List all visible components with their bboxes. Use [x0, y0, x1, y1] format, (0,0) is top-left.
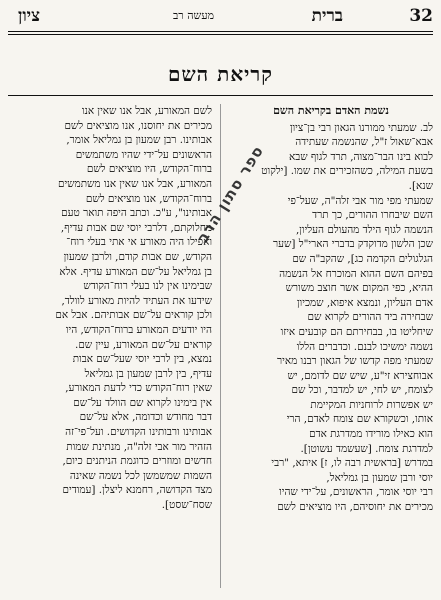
text-line: לשם המאורע, אבל אנו שאין אנו [81, 105, 212, 117]
text-line: לב. שמעתי ממורנו הגאון רבי בן־ציון [289, 121, 433, 134]
text-line: אבותינו. רבן שמעון בן גמליאל אומר, [66, 134, 212, 147]
text-line: אין בימינו לקרוא שם הוולד על־שם [73, 396, 212, 409]
header-word: ציון [18, 6, 41, 26]
text-line: הזהיר מור אבי זלה"ה, מנתינת שמות [66, 440, 212, 453]
text-line: קוראים על־שם המאורע, עיין שם. [75, 338, 212, 351]
text-line: מכירים את יחוסנו, אנו מוציאים לשם [64, 119, 212, 132]
text-line: לצומח, יש לחי, יש למדבר, וכל שם [291, 384, 433, 397]
text-line: ההיא, כפי המקום אשר חוצב משורש [285, 282, 433, 295]
text-line: במדרש [בראשית רבה לו, ז] איתא, "רבי [271, 457, 433, 470]
text-line: ברוח־הקודש, היו מוציאים לשם [86, 163, 212, 176]
text-line: נשמה ימשיכו לבנם. וכדברים הללו [296, 340, 433, 353]
text-line: ואפילו היה מאורע אי אתי בעלי רוח־ [66, 236, 212, 249]
text-line: ולכן קוראים על־שם אבותיהם. אבל אם [55, 309, 212, 322]
text-line: הגלגולים הקדמה כג], שהקב"ה שם [292, 252, 433, 265]
chapter-title: קריאת השם [168, 62, 273, 86]
text-line: שמעתי מפי מור אבי זלה"ה, שעל־פי [287, 194, 433, 207]
text-line: בפיהם השם ההוא המוכרח אל הנשמה [279, 267, 433, 280]
text-line: מכירים את יחוסיהם, היו מוציאים לשם [277, 501, 433, 514]
section-name: ברית [311, 6, 343, 26]
text-line: עדיף, בין לרבן שמעון בן גמליאל [84, 367, 212, 380]
text-line: השם שיבחרו ההורים, כך תרד [312, 209, 433, 222]
book-name: מעשה רב [173, 9, 215, 22]
text-line: יש אפשרות לרוחניות המקיימת [310, 398, 433, 411]
page-number: 32 [409, 6, 433, 26]
text-line: דבר מחודש וכדומה, אלא על־שם [79, 411, 212, 424]
text-line: מצד הקדושה, רחמנא ליצלן. [עמודים [62, 484, 212, 497]
text-line: חדשים ומוזרים כדוגמת הניתנים כיום, [62, 455, 212, 468]
text-line: היו יודעים המאורע ברוח־הקודש, היו [65, 323, 212, 336]
text-line: שידעו את העתיד להיות מאורע לוולד, [61, 294, 212, 307]
text-line: אבא־שאול ז"ל, שהנשמה שעתידה [295, 136, 433, 149]
running-header [8, 6, 433, 28]
text-line: שכן הלשון מדוקדק בדברי הארי"ל [שער [273, 238, 433, 251]
text-line: הנשמה לגוף הילד מהעולם העליון, [295, 223, 433, 236]
text-line: הקודש, שם אבות קודם, ולרבן שמעון [63, 250, 212, 263]
text-line: הוא כאילו מורידו ממדרגת אדם [309, 428, 433, 441]
header-rule-thin [8, 34, 433, 35]
text-line: שבימינו אין לנו בעלי רוח־הקודש [83, 280, 212, 293]
text-line: בן גמליאל על־שם המאורע עדיף. אלא [59, 265, 212, 278]
text-line: אדם העליון, ונמצא איפוא, שמכיון [296, 296, 433, 309]
text-line: שאין רוח־הקודש כדי לדעת המאורע, [65, 382, 212, 395]
column-divider [220, 104, 221, 588]
text-line: ברוח־הקודש, אנו מוציאים לשם [85, 192, 212, 205]
right-column-body [229, 121, 433, 515]
left-column [8, 104, 212, 513]
left-column-body [8, 104, 212, 513]
library-stamp: ספר סתון הרב [193, 142, 268, 246]
text-line: שמעתי מפה קדשו של הגאון רבנו מאיר [277, 355, 433, 368]
text-line: השמות שמשמשן לכל נשמה שאינה [69, 469, 212, 482]
text-line: שנא]. [408, 179, 433, 192]
text-line: הראשונים על־ידי שהיו משתמשים [75, 148, 212, 161]
text-line: לבוא בינו הבר־מצוה, תרד לגוף שבא [288, 150, 433, 163]
text-line: שיחליטו בו, בבחירתם הם קובעים איזו [280, 325, 433, 338]
text-line: רבי יוסי אומר, הראשונים, על־ידי שהיו [279, 486, 433, 499]
title-rule [8, 95, 433, 96]
text-line: מחלוקתם, דלרבי יוסי שם אבות עדיף, [60, 221, 212, 234]
text-line: שבחירה ביד ההורים לקרוא שם [307, 311, 433, 324]
text-line: אותו, וכשקורא שם צומח לאדם, הרי [286, 413, 433, 426]
text-line: אבוחצירא זי"ע, שיש שם לדומם, יש [287, 369, 433, 382]
section-subheading: נשמת האדם בקריאת השם [273, 104, 389, 117]
text-line: שסח־שסט]. [161, 499, 212, 512]
text-line: למדרגת צומח. [שעשמד עשוטן]. [300, 442, 433, 455]
header-rule [8, 31, 433, 32]
text-line: נמצא, בין לרבי יוסי שעל־שם אבות [72, 353, 212, 366]
text-line: יוסי ורבן שמעון בן גמליאל, [326, 471, 433, 484]
text-line: בשעת המילה, כשהזכירים את שמו. [ילקוט [261, 165, 433, 178]
right-column [229, 104, 433, 515]
text-line: המאורע, אבל אנו שאין אנו משתמשים [57, 177, 212, 190]
text-line: אבותינו", ע"כ. וכתב היפה תואר טעם [61, 207, 212, 220]
text-line: אבותינו ורבותינו הקדושים. ועל־פי־זה [65, 426, 212, 439]
